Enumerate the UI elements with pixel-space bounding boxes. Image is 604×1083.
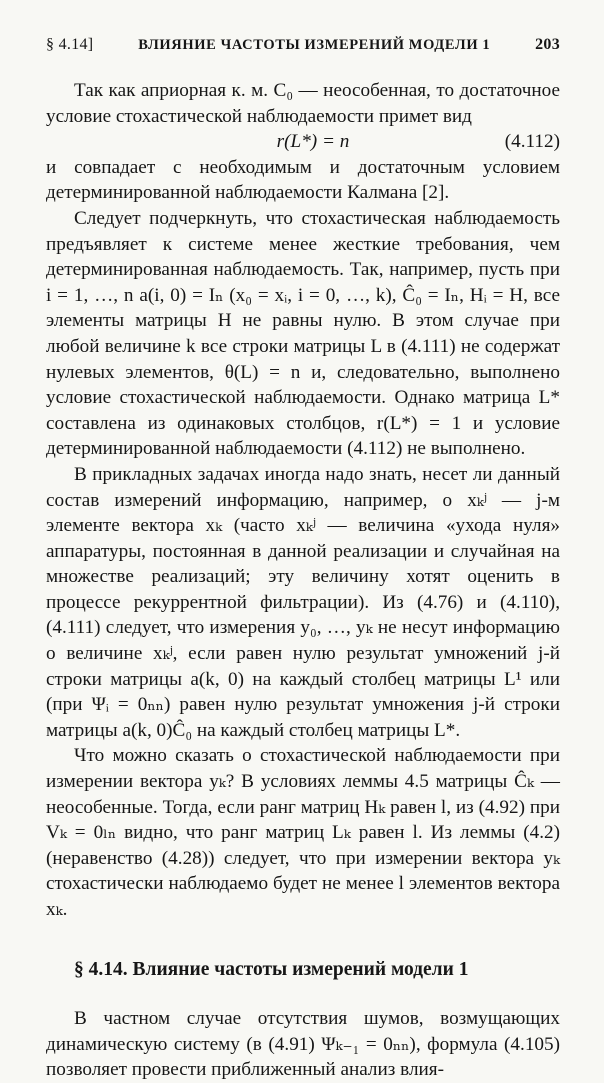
intro-paragraph: Так как априорная к. м. C₀ — неособенная, то достаточное условие стохастической наблюдаемости примет вид <box>46 80 560 127</box>
paragraph-closing: В частном случае отсутствия шумов, возмущающих динамическую систему (в (4.91) Ψₖ₋₁ = 0ₙₙ), формула (4.105) позволяет провести приближенный анализ влия- <box>46 1008 560 1081</box>
paragraph-continuation: и совпадает с необходимым и достаточным условием детерминированной наблюдаемости Калмана [2]. <box>46 156 560 204</box>
running-title: ВЛИЯНИЕ ЧАСТОТЫ ИЗМЕРЕНИЙ МОДЕЛИ 1 <box>138 37 491 53</box>
formula-line <box>46 129 560 155</box>
page-number: 203 <box>535 36 560 53</box>
formula-expression: r(L*) = n <box>276 131 350 153</box>
formula-number: (4.112) <box>504 131 560 153</box>
paragraph-applied-problems: В прикладных задачах иногда надо знать, несет ли данный состав измерений информацию, например, о xₖʲ — j-м элементе вектора xₖ (часто xₖʲ — величина «ухода нуля» аппаратуры, постоянная в данной реализации и случайная на множестве реализаций; эту величину хотят оценить в процессе рекуррентной фильтрации). Из (4.76) и (4.110), (4.111) следует, что измерения y₀, …, yₖ не несут информацию о величине xₖʲ, если равен нулю результат умножений j-й строки матрицы a(k, 0) на каждый столбец матрицы L¹ или (при Ψᵢ = 0ₙₙ) равен нулю результат умножения j-й строки матрицы a(k, 0)Ĉ₀ на каждый столбец матрицы L*. <box>46 463 560 741</box>
body-text <box>46 78 560 1083</box>
section-heading: § 4.14. Влияние частоты измерений модели 1 <box>74 958 469 980</box>
section-reference: § 4.14] <box>46 36 94 53</box>
paragraph-vector-measurement: Что можно сказать о стохастической наблюдаемости при измерении вектора yₖ? В условиях леммы 4.5 матрицы Ĉₖ — неособенные. Тогда, если ранг матриц Hₖ равен l, из (4.92) при Vₖ = 0ₗₙ видно, что ранг матриц Lₖ равен l. Из леммы (4.2) (неравенство (4.28)) следует, что при измерении вектора yₖ стохастически наблюдаемо будет не менее l элементов вектора xₖ. <box>46 745 560 920</box>
running-head <box>46 36 560 60</box>
paragraph-stochastic-observability: Следует подчеркнуть, что стохастическая наблюдаемость предъявляет к системе менее жесткие требования, чем детерминированная наблюдаемость. Так, например, пусть при i = 1, …, n a(i, 0) = Iₙ (x₀ = xᵢ, i = 0, …, k), Ĉ₀ = Iₙ, Hᵢ = H, все элементы матрицы H не равны нулю. В этом случае при любой величине k все строки матрицы L в (4.111) не содержат нулевых элементов, θ(L) = n и, следовательно, выполнено условие стохастической наблюдаемости. Однако матрица L* составлена из одинаковых столбцов, r(L*) = 1 и условие детерминированной наблюдаемости (4.112) не выполнено. <box>46 207 560 460</box>
